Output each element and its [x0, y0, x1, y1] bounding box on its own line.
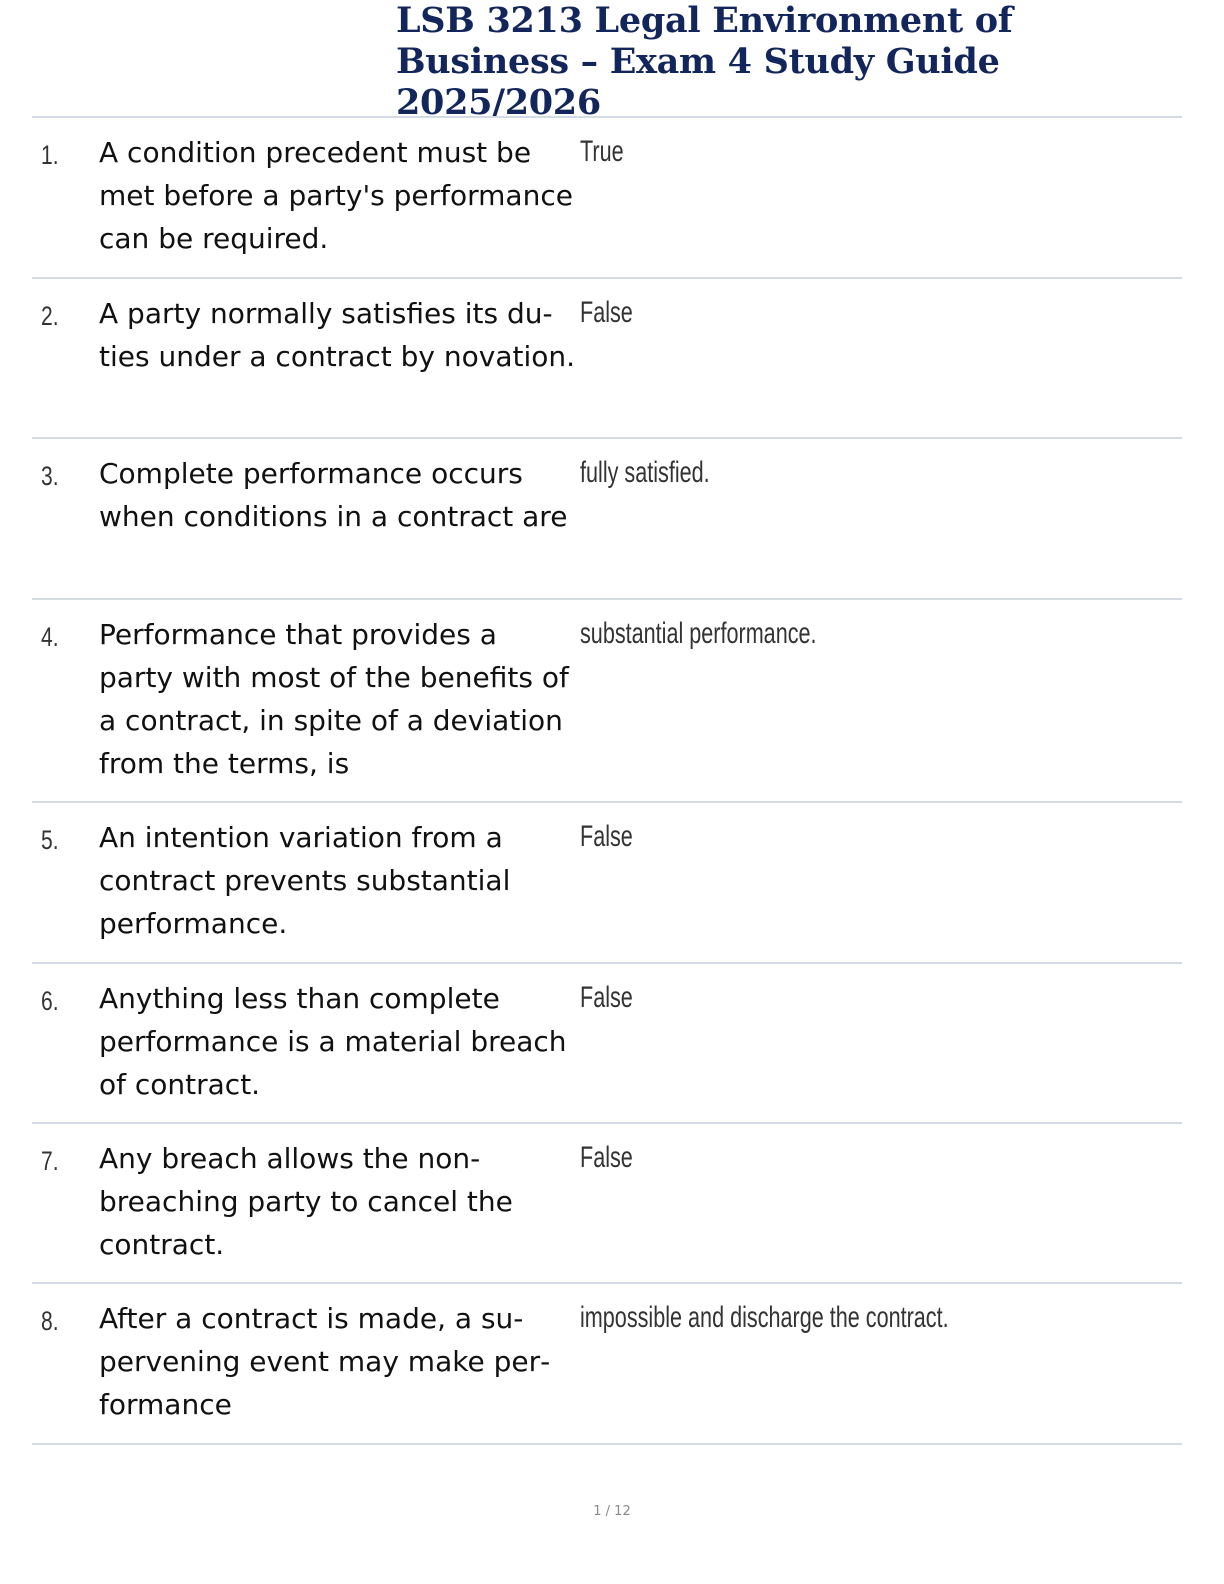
page-title: LSB 3213 Legal Environment of Business – Exam 4 Study Guide 2025/2026: [396, 0, 1013, 123]
item-answer: fully satisfied.: [580, 456, 710, 489]
item-answer: False: [580, 981, 633, 1014]
item-answer: impossible and discharge the contract.: [580, 1301, 949, 1334]
item-number: 4.: [41, 622, 59, 652]
item-number: 3.: [41, 461, 59, 491]
qa-item-2: [32, 279, 1182, 439]
item-question: Any breach allows the non-breaching party to cancel the contract.: [99, 1142, 513, 1261]
qa-item-6: [32, 964, 1182, 1124]
item-question: Anything less than complete performance is a material breach of contract.: [99, 982, 567, 1101]
item-question: After a contract is made, a supervening event may make performance: [99, 1302, 551, 1421]
item-question: A party normally satisfies its duties under a contract by novation.: [99, 297, 576, 373]
item-question: Complete performance occurs when conditions in a contract are: [99, 457, 568, 533]
item-question: An intention variation from a contract prevents substantial performance.: [99, 821, 511, 940]
qa-item-4: [32, 600, 1182, 803]
item-answer: False: [580, 820, 633, 853]
page-indicator: 1 / 12: [593, 1504, 631, 1519]
item-answer: False: [580, 296, 633, 329]
qa-item-3: [32, 439, 1182, 600]
item-number: 8.: [41, 1306, 59, 1336]
qa-item-7: [32, 1124, 1182, 1284]
item-number: 1.: [41, 140, 59, 170]
item-number: 7.: [41, 1146, 59, 1176]
item-answer: False: [580, 1141, 633, 1174]
item-question: Performance that provides a party with most of the benefits of a contract, in spite of a deviation from the terms, is: [99, 618, 569, 780]
qa-item-1: [32, 118, 1182, 279]
qa-list: [32, 116, 1182, 1445]
qa-item-5: [32, 803, 1182, 964]
qa-item-8: [32, 1284, 1182, 1445]
item-number: 6.: [41, 986, 59, 1016]
item-answer: True: [580, 135, 624, 168]
item-question: A condition precedent must be met before a party's performance can be required.: [99, 136, 573, 255]
item-answer: substantial performance.: [580, 617, 817, 650]
item-number: 5.: [41, 825, 59, 855]
item-number: 2.: [41, 301, 59, 331]
